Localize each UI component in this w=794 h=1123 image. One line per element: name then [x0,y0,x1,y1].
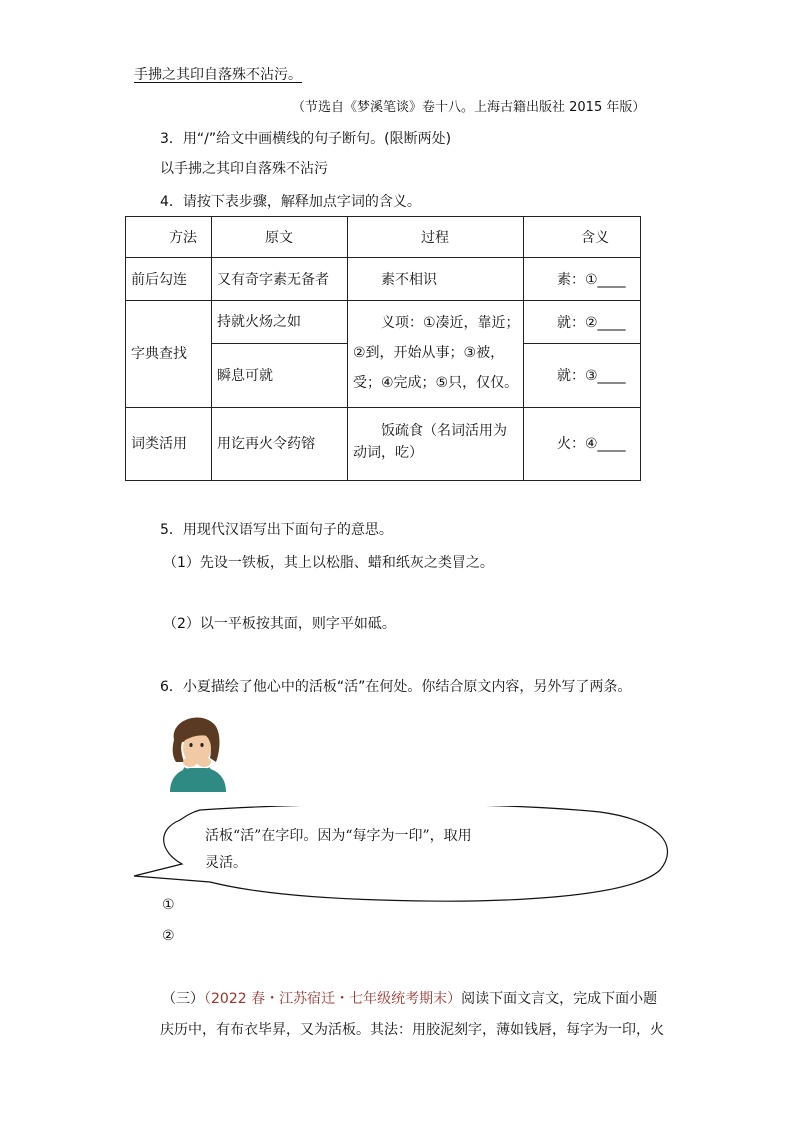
row2-original-a: 持就火炀之如 [217,314,301,330]
definition-table [125,216,641,481]
bubble-text: 活板“活”在字印。因为“每字为一印”，取用灵活。 [205,828,472,871]
row1-meaning: 素：①____ [557,272,626,288]
row2-meaning-a: 就：②____ [557,315,626,331]
row3-process: 饭疏食（名词活用为动词，吃） [353,423,507,461]
row1-original: 又有奇字素无备者 [217,272,329,288]
q6-prompt: 6．小夏描绘了他心中的活板“活”在何处。你结合原文内容，另外写了两条。 [160,679,632,695]
row3-meaning: 火：④____ [557,436,626,452]
q3-sentence: 以手拂之其印自落殊不沾污 [160,161,328,177]
section3-prefix: （三） [162,991,204,1007]
row3-method: 词类活用 [131,436,187,452]
row2-original-b: 瞬息可就 [217,368,273,384]
q3-prompt: 3．用“/”给文中画横线的句子断句。(限断两处) [160,131,452,147]
row2-meaning-b: 就：③____ [557,368,626,384]
passage-tail: 手拂之其印自落殊不沾污。 [134,67,302,83]
section3-text: 庆历中，有布衣毕昇，又为活板。其法：用胶泥刻字，薄如钱唇，每字为一印，火 [160,1022,664,1038]
answer-line-2: ② [162,928,175,944]
girl-thinking-illustration [160,712,236,792]
section3-tag: （2022 春・江苏宿迁・七年级统考期末） [204,991,462,1007]
row3-original: 用讫再火令药镕 [217,436,315,452]
section3-instruction: 阅读下面文言文，完成下面小题 [461,991,658,1007]
q5-item-1: （1）先设一铁板，其上以松脂、蜡和纸灰之类冒之。 [163,555,494,571]
row1-method: 前后勾连 [131,272,187,288]
q5-prompt: 5．用现代汉语写出下面句子的意思。 [160,522,393,538]
source-note: （节选自《梦溪笔谈》卷十八。上海古籍出版社 2015 年版） [292,100,646,115]
answer-line-1: ① [162,897,175,913]
row2-process: 义项：①凑近，靠近；②到，开始从事；③被，受；④完成；⑤只，仅仅。 [353,315,520,391]
row2-method: 字典查找 [131,346,187,362]
table-header-meaning: 含义 [581,230,609,246]
q5-item-2: （2）以一平板按其面，则字平如砥。 [163,616,396,632]
row1-process: 素不相识 [381,272,437,288]
q4-prompt: 4．请按下表步骤，解释加点字词的含义。 [160,194,421,210]
table-header-process: 过程 [421,230,449,246]
table-header-original: 原文 [265,230,293,246]
section3-heading [162,989,657,1009]
table-header-method: 方法 [169,230,197,246]
